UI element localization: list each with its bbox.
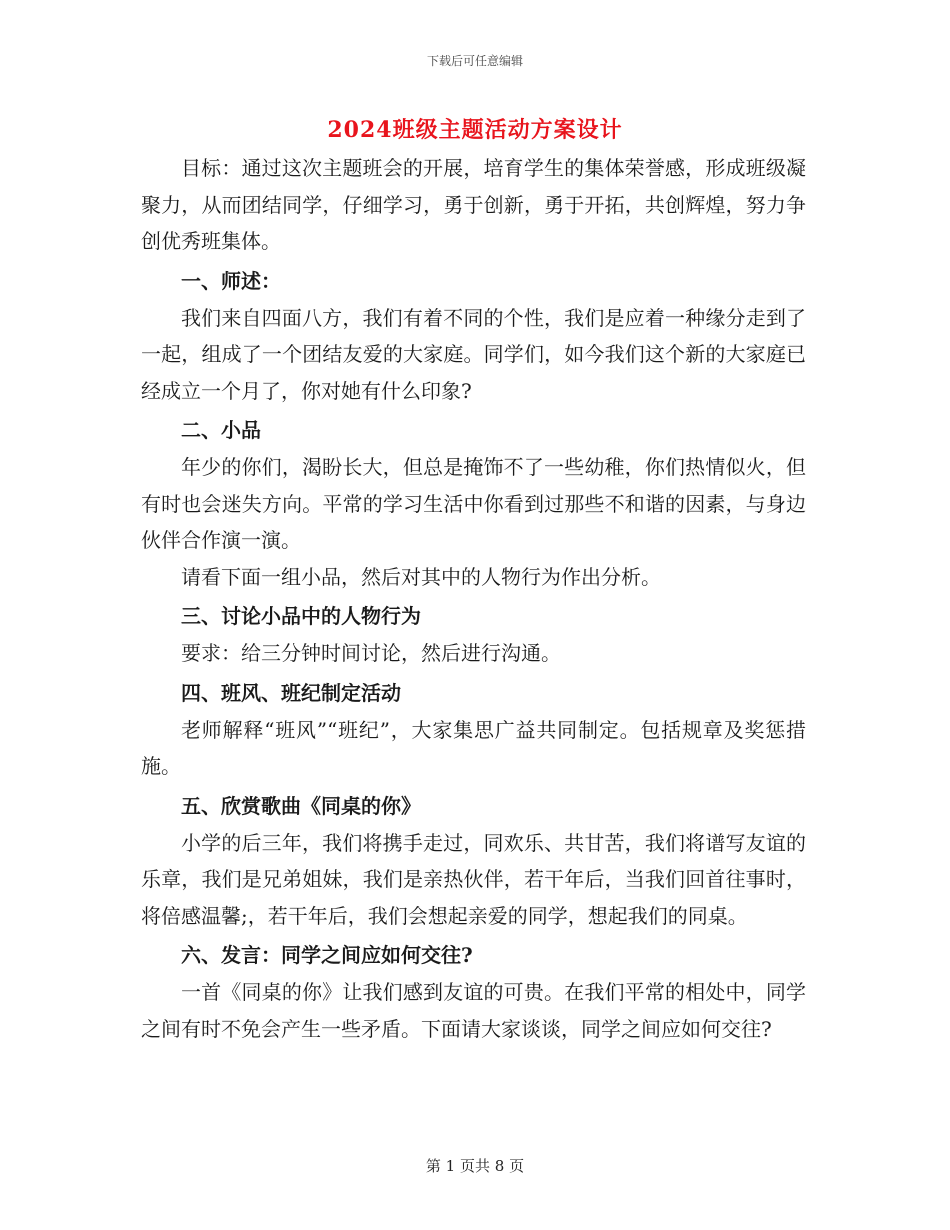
section-3-paragraph: 要求：给三分钟时间讨论，然后进行沟通。 [181, 641, 561, 665]
page-footer: 第 1 页共 8 页 [425, 1157, 525, 1175]
document-body [141, 150, 806, 1047]
section-1-paragraph: 我们来自四面八方，我们有着不同的个性，我们是应着一种缘分走到了一起，组成了一个团结友爱的大家庭。同学们，如今我们这个新的大家庭已经成立一个月了，你对她有什么印象? [141, 305, 806, 403]
section-heading-2: 二、小品 [181, 418, 261, 442]
document-title: 2024班级主题活动方案设计 [327, 117, 623, 143]
section-4-paragraph: 老师解释“班风”“班纪”，大家集思广益共同制定。包括规章及奖惩措施。 [141, 717, 806, 778]
section-2-paragraph-1: 年少的你们，渴盼长大，但总是掩饰不了一些幼稚，你们热情似火，但有时也会迷失方向。平常的学习生活中你看到过那些不和谐的因素，与身边伙伴合作演一演。 [141, 455, 806, 552]
goal-paragraph: 目标：通过这次主题班会的开展，培育学生的集体荣誉感，形成班级凝聚力，从而团结同学，仔细学习，勇于创新，勇于开拓，共创辉煌，努力争创优秀班集体。 [141, 156, 806, 253]
section-6-paragraph: 一首《同桌的你》让我们感到友谊的可贵。在我们平常的相处中，同学之间有时不免会产生一些矛盾。下面请大家谈谈，同学之间应如何交往? [141, 980, 806, 1041]
section-2-paragraph-2: 请看下面一组小品，然后对其中的人物行为作出分析。 [181, 564, 661, 589]
page-header: 下载后可任意编辑 [426, 54, 523, 68]
section-heading-5: 五、欣赏歌曲《同桌的你》 [181, 793, 421, 818]
section-heading-1: 一、师述： [181, 268, 281, 293]
section-heading-4: 四、班风、班纪制定活动 [181, 680, 401, 705]
section-5-paragraph: 小学的后三年，我们将携手走过，同欢乐、共甘苦，我们将谱写友谊的乐章，我们是兄弟姐妹，我们是亲热伙伴，若干年后，当我们回首往事时，将倍感温馨;，若干年后，我们会想起亲爱的同学，想起我们的同桌。 [141, 830, 806, 928]
section-heading-6: 六、发言：同学之间应如何交往? [181, 943, 473, 967]
section-heading-3: 三、讨论小品中的人物行为 [181, 604, 421, 628]
